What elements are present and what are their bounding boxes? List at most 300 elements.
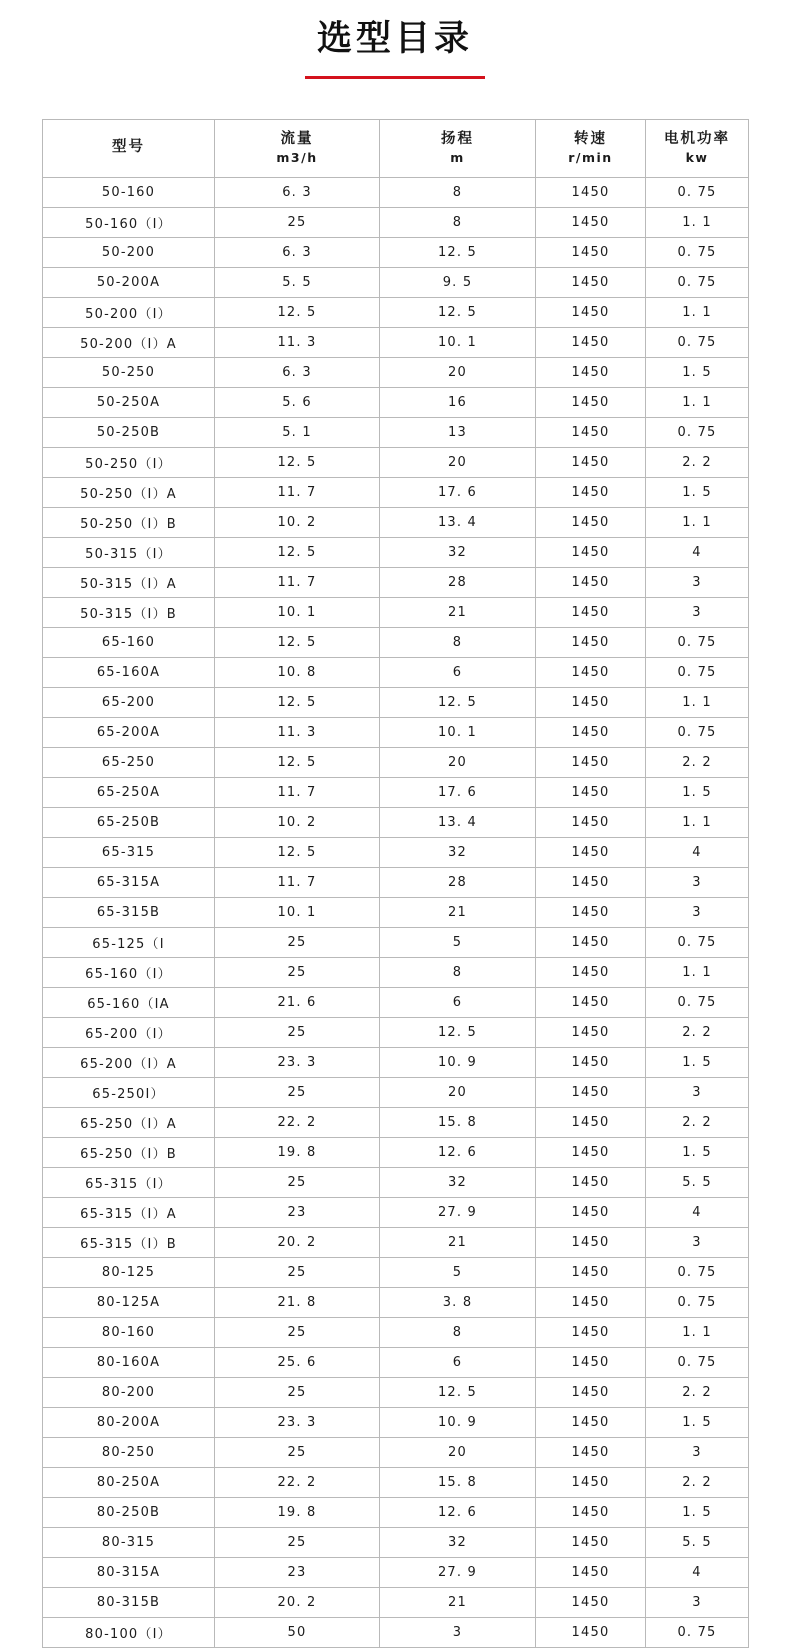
cell-model: 50-250（I） [43, 447, 215, 477]
cell-value: 4 [646, 1557, 749, 1587]
cell-value: 12. 5 [380, 237, 536, 267]
cell-value: 23 [215, 1197, 380, 1227]
cell-value: 3 [646, 1587, 749, 1617]
cell-model: 80-160 [43, 1317, 215, 1347]
column-header-title: 转速 [574, 131, 607, 148]
cell-value: 1450 [536, 657, 646, 687]
cell-value: 10. 2 [215, 507, 380, 537]
column-header-2 [215, 119, 380, 177]
cell-model: 80-250 [43, 1437, 215, 1467]
cell-value: 20 [380, 747, 536, 777]
cell-value: 12. 6 [380, 1137, 536, 1167]
table-row [43, 597, 749, 627]
cell-value: 8 [380, 627, 536, 657]
cell-value: 10. 9 [380, 1047, 536, 1077]
cell-value: 1450 [536, 627, 646, 657]
table-row [43, 1077, 749, 1107]
cell-value: 20 [380, 357, 536, 387]
table-row [43, 1557, 749, 1587]
cell-value: 10. 1 [215, 897, 380, 927]
cell-value: 1450 [536, 1077, 646, 1107]
cell-model: 65-315（I）A [43, 1197, 215, 1227]
cell-value: 1. 1 [646, 687, 749, 717]
table-row [43, 1287, 749, 1317]
cell-value: 32 [380, 537, 536, 567]
cell-value: 0. 75 [646, 1257, 749, 1287]
cell-value: 0. 75 [646, 177, 749, 207]
cell-value: 1450 [536, 1617, 646, 1647]
cell-value: 4 [646, 837, 749, 867]
table-row [43, 777, 749, 807]
cell-value: 0. 75 [646, 237, 749, 267]
cell-value: 1. 1 [646, 297, 749, 327]
cell-value: 1450 [536, 1197, 646, 1227]
cell-value: 4 [646, 537, 749, 567]
cell-model: 80-315 [43, 1527, 215, 1557]
cell-model: 65-125（I [43, 927, 215, 957]
cell-value: 23 [215, 1557, 380, 1587]
cell-value: 13 [380, 417, 536, 447]
cell-value: 5. 5 [646, 1167, 749, 1197]
title-underline-rule [305, 76, 485, 79]
cell-model: 65-200（I）A [43, 1047, 215, 1077]
cell-value: 1450 [536, 1347, 646, 1377]
table-row [43, 867, 749, 897]
cell-value: 1. 5 [646, 1137, 749, 1167]
table-row [43, 687, 749, 717]
table-row [43, 1257, 749, 1287]
cell-value: 1450 [536, 237, 646, 267]
table-row [43, 987, 749, 1017]
cell-model: 65-315B [43, 897, 215, 927]
cell-value: 1. 5 [646, 1497, 749, 1527]
cell-value: 23. 3 [215, 1407, 380, 1437]
column-header-4 [536, 119, 646, 177]
cell-model: 65-250B [43, 807, 215, 837]
cell-value: 2. 2 [646, 1017, 749, 1047]
cell-value: 20 [380, 447, 536, 477]
cell-value: 4 [646, 1197, 749, 1227]
cell-value: 22. 2 [215, 1467, 380, 1497]
cell-value: 21 [380, 597, 536, 627]
table-row [43, 267, 749, 297]
cell-value: 25 [215, 1257, 380, 1287]
cell-model: 65-160（IA [43, 987, 215, 1017]
cell-value: 32 [380, 1167, 536, 1197]
cell-model: 50-315（I） [43, 537, 215, 567]
cell-value: 1450 [536, 1587, 646, 1617]
cell-value: 0. 75 [646, 1347, 749, 1377]
table-row [43, 717, 749, 747]
cell-value: 25 [215, 1017, 380, 1047]
cell-value: 1. 1 [646, 957, 749, 987]
cell-value: 1450 [536, 477, 646, 507]
cell-model: 65-250（I）A [43, 1107, 215, 1137]
table-row [43, 387, 749, 417]
column-header-3 [380, 119, 536, 177]
cell-value: 20 [380, 1437, 536, 1467]
cell-value: 1450 [536, 1527, 646, 1557]
cell-model: 80-250B [43, 1497, 215, 1527]
cell-value: 3. 8 [380, 1287, 536, 1317]
cell-value: 1450 [536, 1257, 646, 1287]
cell-value: 0. 75 [646, 927, 749, 957]
cell-value: 3 [646, 1227, 749, 1257]
table-row [43, 1107, 749, 1137]
cell-value: 12. 5 [215, 537, 380, 567]
column-header-unit: m [450, 149, 465, 165]
cell-value: 10. 2 [215, 807, 380, 837]
cell-value: 0. 75 [646, 717, 749, 747]
cell-model: 50-200A [43, 267, 215, 297]
cell-value: 11. 3 [215, 327, 380, 357]
cell-value: 25 [215, 1437, 380, 1467]
cell-value: 12. 5 [215, 627, 380, 657]
cell-value: 1450 [536, 537, 646, 567]
cell-value: 11. 7 [215, 867, 380, 897]
cell-value: 3 [646, 897, 749, 927]
table-header-row [43, 119, 749, 177]
cell-value: 1450 [536, 1497, 646, 1527]
cell-value: 12. 5 [380, 1017, 536, 1047]
cell-value: 1. 1 [646, 207, 749, 237]
cell-value: 8 [380, 207, 536, 237]
table-row [43, 417, 749, 447]
cell-value: 15. 8 [380, 1467, 536, 1497]
cell-model: 50-250（I）A [43, 477, 215, 507]
cell-model: 65-200 [43, 687, 215, 717]
table-row [43, 537, 749, 567]
column-header-unit: kw [685, 149, 709, 165]
table-row [43, 1617, 749, 1647]
cell-value: 15. 8 [380, 1107, 536, 1137]
cell-value: 0. 75 [646, 627, 749, 657]
cell-value: 6. 3 [215, 177, 380, 207]
cell-value: 1450 [536, 1107, 646, 1137]
cell-value: 3 [646, 867, 749, 897]
cell-value: 5. 1 [215, 417, 380, 447]
cell-value: 3 [646, 567, 749, 597]
table-row [43, 177, 749, 207]
cell-value: 5. 5 [215, 267, 380, 297]
column-header-1 [43, 119, 215, 177]
table-header [43, 119, 749, 177]
cell-value: 1. 5 [646, 1047, 749, 1077]
cell-value: 21. 8 [215, 1287, 380, 1317]
cell-value: 10. 1 [380, 327, 536, 357]
cell-value: 1. 1 [646, 507, 749, 537]
cell-value: 1450 [536, 897, 646, 927]
cell-value: 1450 [536, 357, 646, 387]
table-row [43, 1197, 749, 1227]
cell-value: 6 [380, 657, 536, 687]
cell-model: 65-160A [43, 657, 215, 687]
cell-value: 3 [646, 1437, 749, 1467]
cell-value: 3 [380, 1617, 536, 1647]
cell-value: 1450 [536, 1467, 646, 1497]
cell-value: 13. 4 [380, 807, 536, 837]
column-header-unit: r/min [568, 149, 613, 165]
table-row [43, 567, 749, 597]
table-row [43, 1137, 749, 1167]
cell-value: 1450 [536, 597, 646, 627]
cell-model: 50-160（I） [43, 207, 215, 237]
cell-value: 2. 2 [646, 747, 749, 777]
cell-value: 8 [380, 177, 536, 207]
cell-model: 50-315（I）B [43, 597, 215, 627]
cell-model: 65-200A [43, 717, 215, 747]
cell-value: 23. 3 [215, 1047, 380, 1077]
cell-value: 17. 6 [380, 477, 536, 507]
cell-value: 20. 2 [215, 1227, 380, 1257]
cell-value: 6. 3 [215, 357, 380, 387]
cell-value: 17. 6 [380, 777, 536, 807]
table-row [43, 657, 749, 687]
table-row [43, 327, 749, 357]
cell-model: 80-315A [43, 1557, 215, 1587]
cell-value: 1450 [536, 987, 646, 1017]
spec-table-wrapper [42, 119, 748, 1648]
cell-value: 10. 1 [380, 717, 536, 747]
cell-value: 25 [215, 927, 380, 957]
cell-model: 80-250A [43, 1467, 215, 1497]
cell-value: 1450 [536, 207, 646, 237]
cell-value: 0. 75 [646, 327, 749, 357]
cell-model: 80-125 [43, 1257, 215, 1287]
cell-model: 65-315（I） [43, 1167, 215, 1197]
table-row [43, 1377, 749, 1407]
column-header-title: 电机功率 [664, 131, 730, 148]
cell-value: 21 [380, 1227, 536, 1257]
cell-value: 21 [380, 897, 536, 927]
cell-value: 25. 6 [215, 1347, 380, 1377]
cell-value: 21 [380, 1587, 536, 1617]
cell-value: 1450 [536, 1047, 646, 1077]
cell-value: 12. 5 [215, 447, 380, 477]
cell-value: 5 [380, 1257, 536, 1287]
table-body [43, 177, 749, 1647]
cell-model: 80-200 [43, 1377, 215, 1407]
cell-model: 65-315 [43, 837, 215, 867]
cell-model: 50-250A [43, 387, 215, 417]
table-row [43, 297, 749, 327]
table-row [43, 1407, 749, 1437]
cell-value: 1450 [536, 1317, 646, 1347]
cell-model: 80-125A [43, 1287, 215, 1317]
table-row [43, 1497, 749, 1527]
cell-value: 1450 [536, 807, 646, 837]
cell-value: 12. 5 [215, 837, 380, 867]
cell-value: 1450 [536, 1137, 646, 1167]
column-header-title: 型号 [112, 139, 145, 156]
cell-value: 1450 [536, 1227, 646, 1257]
cell-value: 6. 3 [215, 237, 380, 267]
cell-value: 11. 7 [215, 777, 380, 807]
cell-value: 1450 [536, 297, 646, 327]
cell-model: 80-160A [43, 1347, 215, 1377]
table-row [43, 1167, 749, 1197]
cell-value: 1. 1 [646, 807, 749, 837]
table-row [43, 627, 749, 657]
cell-value: 25 [215, 207, 380, 237]
cell-value: 1450 [536, 1437, 646, 1467]
cell-model: 65-200（I） [43, 1017, 215, 1047]
cell-value: 1450 [536, 447, 646, 477]
cell-value: 12. 5 [215, 747, 380, 777]
cell-model: 50-200 [43, 237, 215, 267]
cell-value: 0. 75 [646, 987, 749, 1017]
cell-value: 28 [380, 867, 536, 897]
table-row [43, 807, 749, 837]
cell-value: 25 [215, 1317, 380, 1347]
cell-value: 1. 1 [646, 387, 749, 417]
cell-value: 10. 8 [215, 657, 380, 687]
table-row [43, 237, 749, 267]
cell-value: 10. 1 [215, 597, 380, 627]
cell-value: 25 [215, 1167, 380, 1197]
cell-value: 1. 5 [646, 477, 749, 507]
cell-model: 80-100（I） [43, 1617, 215, 1647]
cell-model: 65-250 [43, 747, 215, 777]
cell-value: 9. 5 [380, 267, 536, 297]
column-header-title: 扬程 [441, 131, 474, 148]
cell-value: 1450 [536, 837, 646, 867]
cell-value: 6 [380, 1347, 536, 1377]
cell-value: 5. 5 [646, 1527, 749, 1557]
cell-value: 1450 [536, 1017, 646, 1047]
table-row [43, 1017, 749, 1047]
cell-value: 12. 5 [215, 297, 380, 327]
cell-model: 65-315A [43, 867, 215, 897]
cell-value: 1. 5 [646, 1407, 749, 1437]
cell-value: 22. 2 [215, 1107, 380, 1137]
cell-model: 50-160 [43, 177, 215, 207]
cell-value: 2. 2 [646, 1107, 749, 1137]
cell-value: 8 [380, 1317, 536, 1347]
cell-value: 12. 5 [380, 1377, 536, 1407]
cell-value: 1450 [536, 567, 646, 597]
column-header-5 [646, 119, 749, 177]
table-row [43, 447, 749, 477]
cell-value: 12. 5 [380, 687, 536, 717]
cell-value: 11. 3 [215, 717, 380, 747]
cell-model: 65-250A [43, 777, 215, 807]
cell-value: 20. 2 [215, 1587, 380, 1617]
cell-model: 65-250（I）B [43, 1137, 215, 1167]
cell-value: 1450 [536, 267, 646, 297]
cell-value: 11. 7 [215, 567, 380, 597]
cell-value: 25 [215, 1377, 380, 1407]
table-row [43, 837, 749, 867]
cell-value: 25 [215, 957, 380, 987]
cell-value: 11. 7 [215, 477, 380, 507]
cell-value: 0. 75 [646, 417, 749, 447]
cell-value: 5. 6 [215, 387, 380, 417]
cell-model: 65-315（I）B [43, 1227, 215, 1257]
table-row [43, 1467, 749, 1497]
table-row [43, 207, 749, 237]
cell-value: 1450 [536, 747, 646, 777]
cell-value: 12. 6 [380, 1497, 536, 1527]
cell-value: 25 [215, 1077, 380, 1107]
cell-value: 27. 9 [380, 1557, 536, 1587]
table-row [43, 1347, 749, 1377]
cell-value: 27. 9 [380, 1197, 536, 1227]
table-row [43, 897, 749, 927]
table-row [43, 1587, 749, 1617]
cell-value: 1450 [536, 177, 646, 207]
cell-value: 1450 [536, 777, 646, 807]
cell-value: 1. 1 [646, 1317, 749, 1347]
cell-model: 80-200A [43, 1407, 215, 1437]
title-block [0, 0, 790, 79]
table-row [43, 747, 749, 777]
cell-value: 32 [380, 1527, 536, 1557]
cell-value: 1450 [536, 1377, 646, 1407]
cell-value: 2. 2 [646, 1377, 749, 1407]
cell-model: 50-200（I）A [43, 327, 215, 357]
column-header-title: 流量 [280, 131, 314, 148]
column-header-unit: m3/h [276, 149, 318, 165]
cell-value: 12. 5 [380, 297, 536, 327]
cell-value: 0. 75 [646, 267, 749, 297]
cell-value: 1450 [536, 417, 646, 447]
cell-value: 1450 [536, 687, 646, 717]
cell-value: 1450 [536, 867, 646, 897]
cell-model: 50-200（I） [43, 297, 215, 327]
cell-value: 1. 5 [646, 357, 749, 387]
cell-model: 65-160（I） [43, 957, 215, 987]
cell-value: 1. 5 [646, 777, 749, 807]
cell-model: 50-315（I）A [43, 567, 215, 597]
cell-value: 2. 2 [646, 1467, 749, 1497]
cell-value: 1450 [536, 1167, 646, 1197]
cell-model: 50-250B [43, 417, 215, 447]
cell-value: 5 [380, 927, 536, 957]
specification-table [42, 119, 749, 1648]
cell-value: 1450 [536, 927, 646, 957]
table-row [43, 927, 749, 957]
cell-value: 0. 75 [646, 1617, 749, 1647]
cell-value: 1450 [536, 957, 646, 987]
cell-value: 0. 75 [646, 1287, 749, 1317]
cell-value: 1450 [536, 1557, 646, 1587]
cell-value: 2. 2 [646, 447, 749, 477]
cell-value: 19. 8 [215, 1497, 380, 1527]
cell-value: 3 [646, 1077, 749, 1107]
cell-model: 65-160 [43, 627, 215, 657]
cell-value: 21. 6 [215, 987, 380, 1017]
table-row [43, 357, 749, 387]
cell-model: 65-250I） [43, 1077, 215, 1107]
table-row [43, 1227, 749, 1257]
cell-value: 16 [380, 387, 536, 417]
cell-value: 20 [380, 1077, 536, 1107]
cell-value: 13. 4 [380, 507, 536, 537]
cell-value: 6 [380, 987, 536, 1017]
cell-value: 1450 [536, 387, 646, 417]
cell-value: 1450 [536, 1287, 646, 1317]
table-row [43, 507, 749, 537]
cell-value: 10. 9 [380, 1407, 536, 1437]
cell-value: 25 [215, 1527, 380, 1557]
cell-model: 50-250（I）B [43, 507, 215, 537]
cell-value: 28 [380, 567, 536, 597]
table-row [43, 1047, 749, 1077]
table-row [43, 957, 749, 987]
cell-value: 1450 [536, 1407, 646, 1437]
cell-model: 80-315B [43, 1587, 215, 1617]
